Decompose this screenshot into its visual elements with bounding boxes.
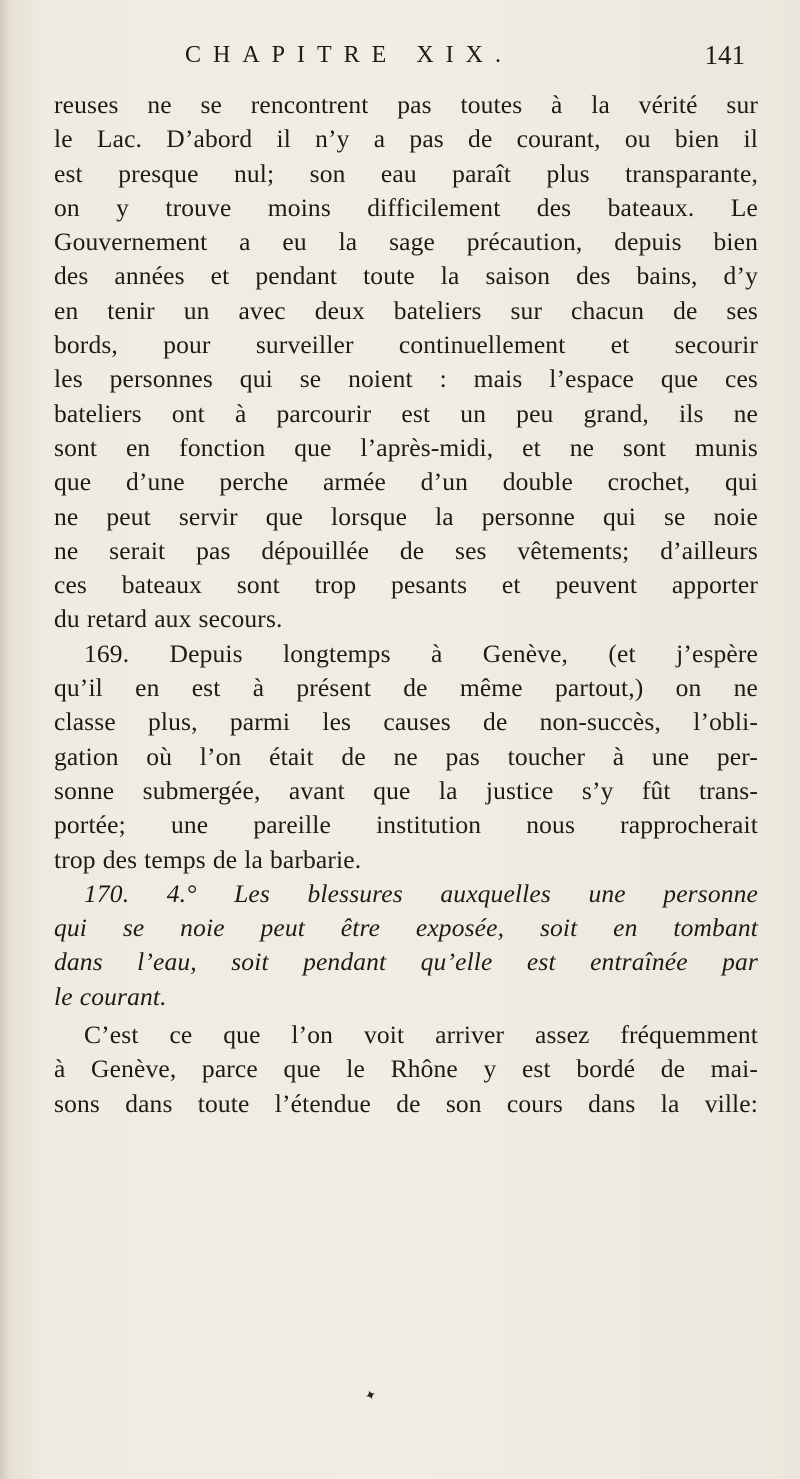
text-line: à Genève, parce que le Rhône y est bordé de mai- xyxy=(54,1054,758,1084)
text-line: est presque nul; son eau paraît plus transparante, xyxy=(54,158,758,188)
paragraph-170-heading xyxy=(54,877,758,1014)
text-line: sont en fonction que l’après-midi, et ne sont munis xyxy=(54,432,758,462)
text-line: sons dans toute l’étendue de son cours dans la ville: xyxy=(54,1088,758,1118)
text-line: qu’il en est à présent de même partout,) on ne xyxy=(54,673,758,703)
text-line: trop des temps de la barbarie. xyxy=(54,844,362,874)
text-line: le courant. xyxy=(54,981,167,1011)
text-line: le Lac. D’abord il n’y a pas de courant, ou bien il xyxy=(54,124,758,154)
text-line: bateliers ont à parcourir est un peu grand, ils ne xyxy=(54,398,758,428)
ink-mark: ✦ xyxy=(362,1386,380,1406)
paragraph-169 xyxy=(54,637,758,877)
text-line: en tenir un avec deux bateliers sur chacun de ses xyxy=(54,295,758,325)
page-header xyxy=(185,38,745,78)
text-line: 170. 4.° Les blessures auxquelles une personne xyxy=(84,878,758,908)
text-line: dans l’eau, soit pendant qu’elle est entraînée par xyxy=(54,947,758,977)
text-line: on y trouve moins difficilement des bateaux. Le xyxy=(54,192,758,222)
text-line: du retard aux secours. xyxy=(54,604,283,634)
text-line: que d’une perche armée d’un double crochet, qui xyxy=(54,467,758,497)
text-line: reuses ne se rencontrent pas toutes à la vérité sur xyxy=(54,90,758,119)
text-line: gation où l’on était de ne pas toucher à une per- xyxy=(54,741,758,771)
text-line: bords, pour surveiller continuellement et secourir xyxy=(54,330,758,360)
running-head: CHAPITRE XIX. xyxy=(185,42,513,68)
text-line: Gouvernement a eu la sage précaution, depuis bien xyxy=(54,227,758,257)
page-number: 141 xyxy=(704,40,745,70)
text-line: C’est ce que l’on voit arriver assez fréquemment xyxy=(84,1020,758,1050)
text-line: sonne submergée, avant que la justice s’y fût trans- xyxy=(54,775,758,805)
text-line: ne peut servir que lorsque la personne qui se noie xyxy=(54,501,758,531)
page-edge-shadow xyxy=(0,0,10,1479)
page-body xyxy=(54,88,758,1121)
paragraph-continuation xyxy=(54,88,758,637)
text-line: qui se noie peut être exposée, soit en tombant xyxy=(54,913,758,943)
text-line: ne serait pas dépouillée de ses vêtements; d’ailleurs xyxy=(54,535,758,565)
text-line: 169. Depuis longtemps à Genève, (et j’espère xyxy=(84,638,758,668)
text-line: les personnes qui se noient : mais l’espace que ces xyxy=(54,364,758,394)
text-line: portée; une pareille institution nous rapprocherait xyxy=(54,810,758,840)
text-line: ces bateaux sont trop pesants et peuvent apporter xyxy=(54,570,758,600)
text-line: des années et pendant toute la saison des bains, d’y xyxy=(54,261,758,291)
paragraph-final xyxy=(54,1018,758,1121)
text-line: classe plus, parmi les causes de non-succès, l’obli- xyxy=(54,707,758,737)
